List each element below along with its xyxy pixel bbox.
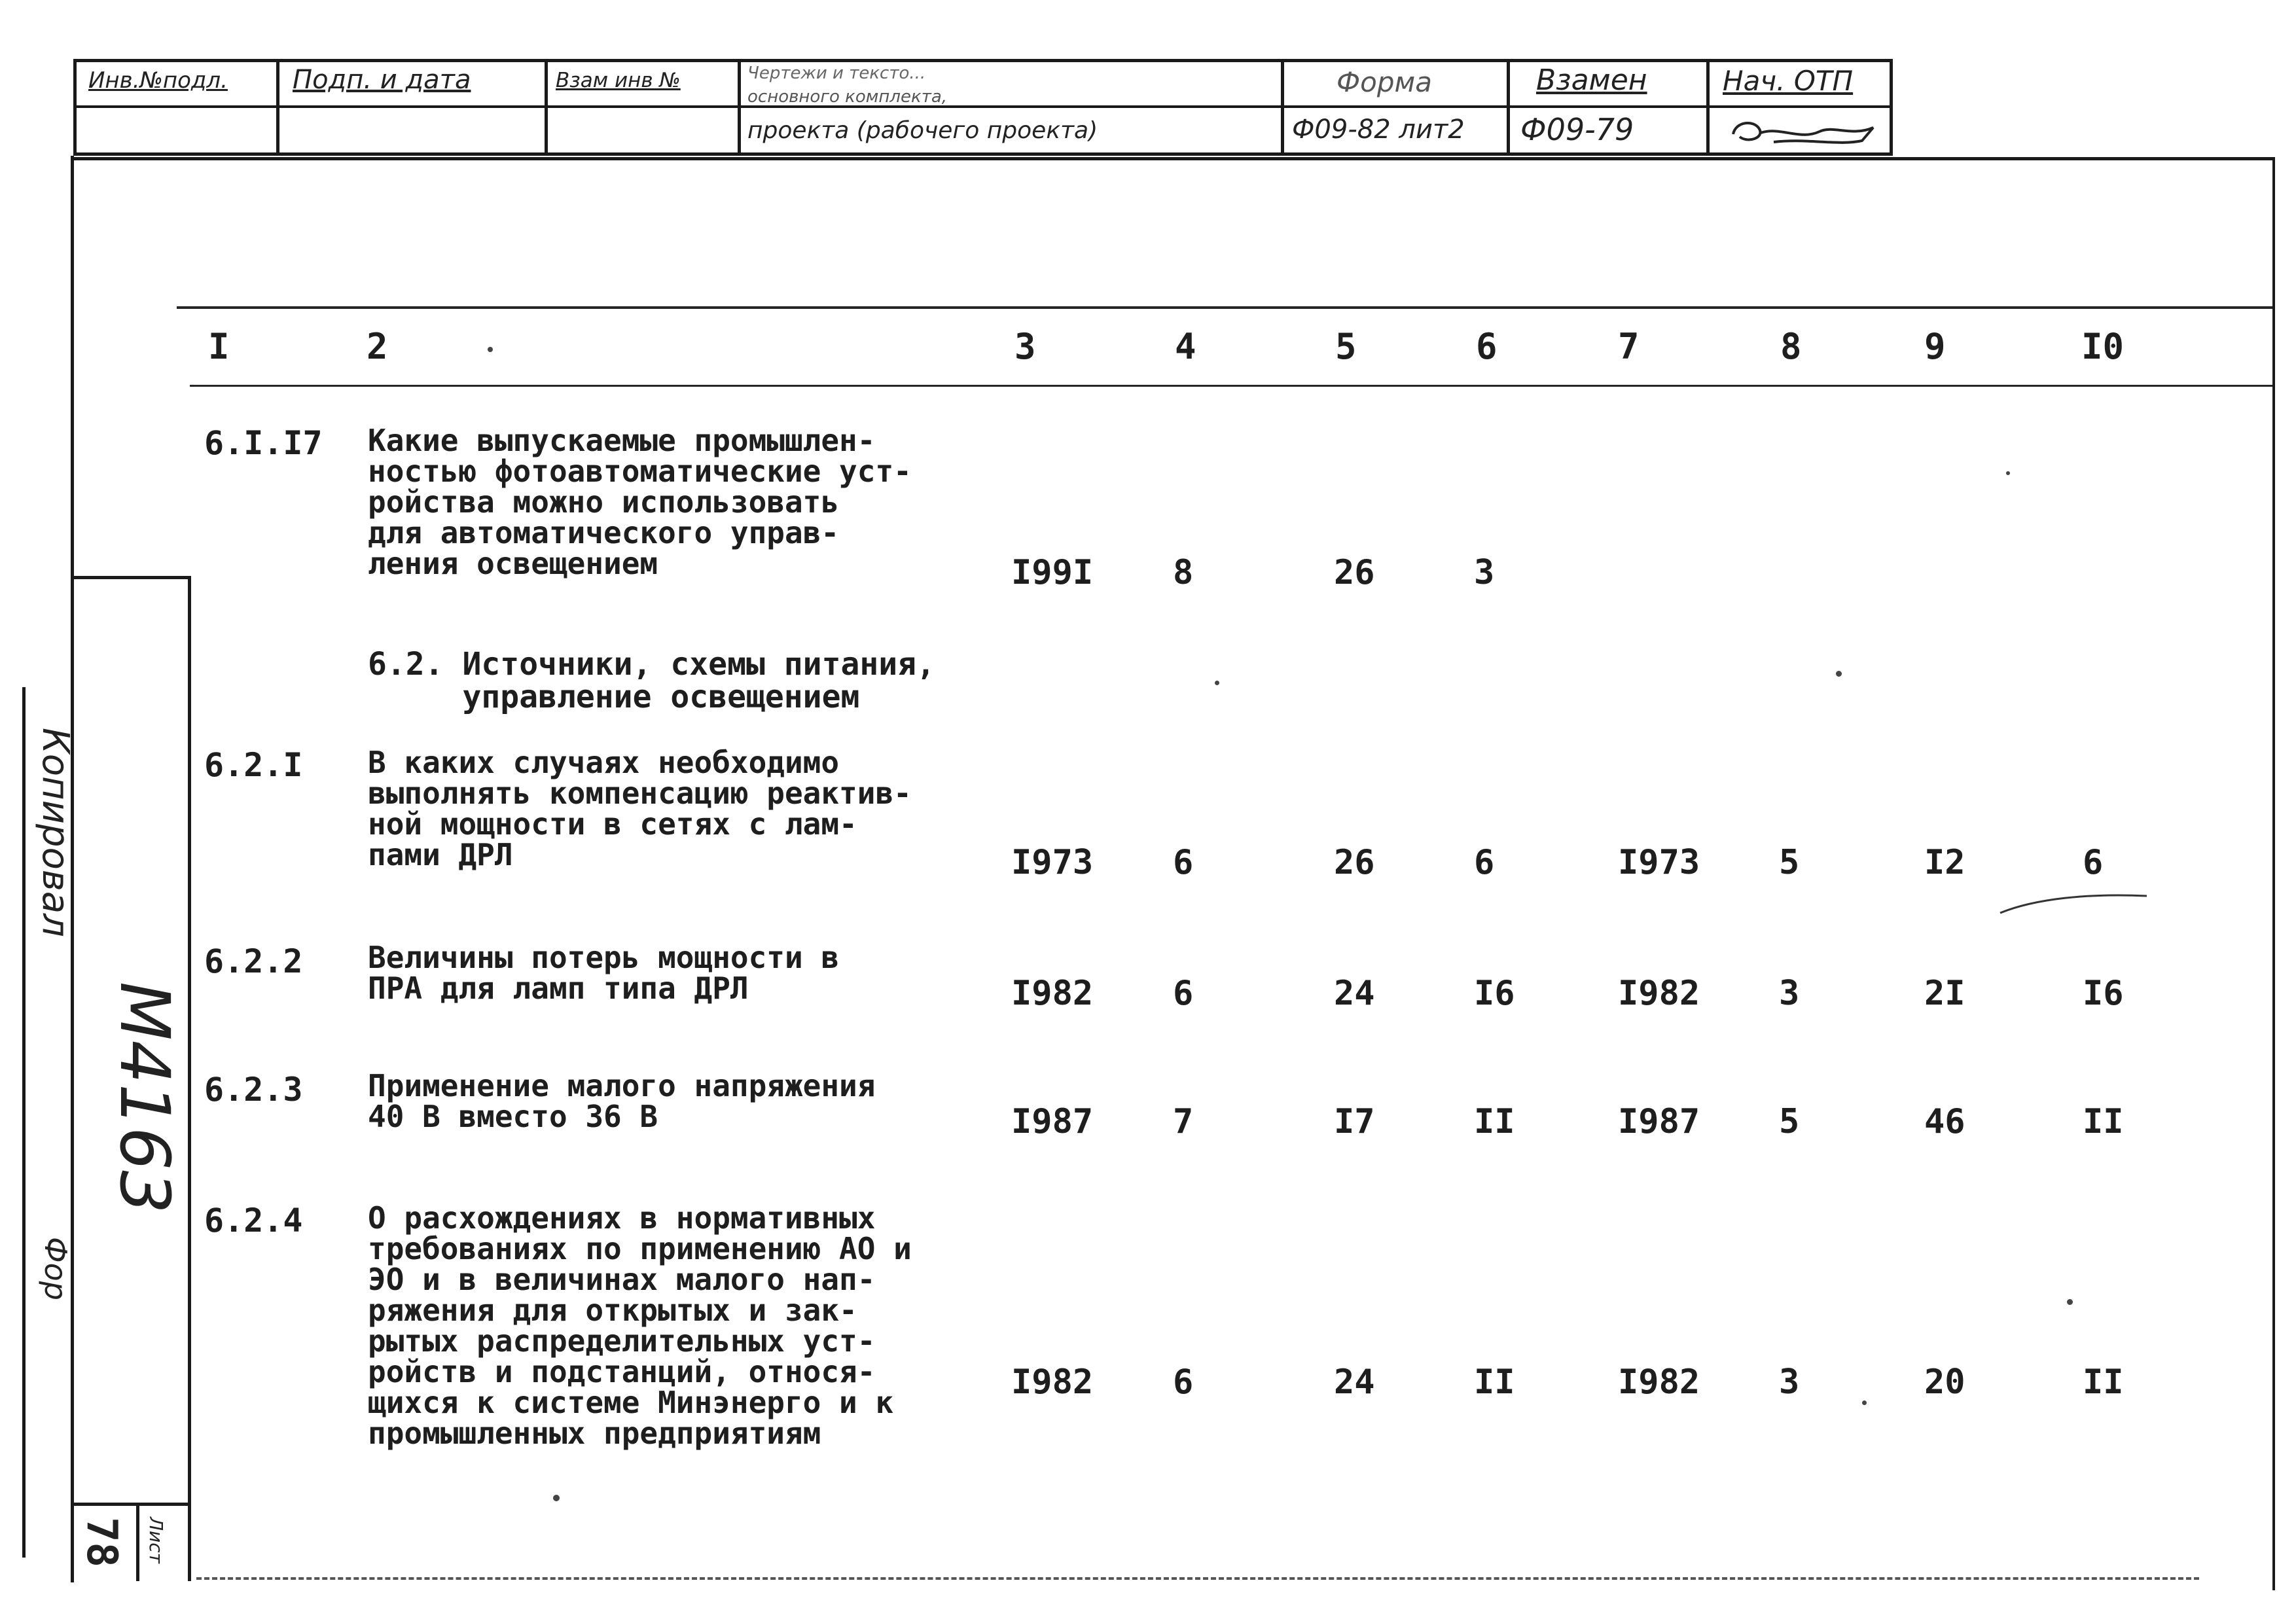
scan-speck [488, 347, 493, 352]
row-text-line: требованиях по применению АО и [368, 1231, 912, 1266]
table-top-rule [177, 306, 2272, 309]
row-text-line: Величины потерь мощности в [368, 940, 840, 975]
sheet-block-divider [136, 1506, 139, 1581]
cell-col-3: I982 [1011, 974, 1094, 1013]
section-heading-line: управление освещением [368, 679, 860, 715]
frame-right-line [2272, 157, 2275, 1590]
row-description [368, 1200, 912, 1451]
row-number: 6.2.2 [204, 942, 303, 980]
stamp-row-divider [77, 105, 1890, 108]
cell-col-5: 24 [1334, 974, 1375, 1013]
row-text-line: промышленных предприятиям [368, 1416, 821, 1451]
scan-speck [2006, 471, 2010, 475]
cell-col-6: 3 [1474, 553, 1495, 592]
sheet-number: 78 [77, 1517, 126, 1568]
row-text-line: В каких случаях необходимо [368, 745, 840, 780]
stamp-nach-label: Нач. ОТП [1723, 65, 1854, 97]
cell-col-9: 20 [1924, 1363, 1965, 1402]
cell-col-9: 46 [1924, 1102, 1965, 1141]
stamp-vzamen-value: Ф09-79 [1520, 112, 1634, 147]
cell-col-8: 3 [1779, 1363, 1800, 1402]
row-text-line: О расхождениях в нормативных [368, 1200, 876, 1236]
cell-col-4: 8 [1173, 553, 1194, 592]
cell-col-9: I2 [1924, 843, 1965, 882]
row-number: 6.2.3 [204, 1071, 303, 1109]
scan-speck [2067, 1299, 2073, 1305]
cell-col-7: I973 [1618, 843, 1700, 882]
header-col-7: 7 [1618, 326, 1640, 367]
section-heading [368, 648, 935, 713]
row-text-line: ления освещением [368, 546, 658, 581]
stamp-vzam-label: Взам инв № [556, 69, 681, 92]
cell-col-5: 26 [1334, 843, 1375, 882]
sheet-label: Лист [145, 1517, 167, 1563]
row-text-line: щихся к системе Минэнерго и к [368, 1385, 894, 1420]
title-stamp [73, 59, 1893, 156]
cell-col-7: I987 [1618, 1102, 1700, 1141]
cell-col-7: I982 [1618, 974, 1700, 1013]
frame-top-line [73, 157, 2272, 160]
cell-col-3: I987 [1011, 1102, 1094, 1141]
cell-col-9: 2I [1924, 974, 1965, 1013]
row-number: 6.2.I [204, 746, 303, 784]
row-text-line: для автоматического управ- [368, 515, 840, 550]
scan-speck [1836, 671, 1842, 677]
stamp-forma-label: Форма [1336, 66, 1432, 98]
cell-col-7: I982 [1618, 1363, 1700, 1402]
header-col-8: 8 [1780, 326, 1802, 367]
row-description [368, 747, 912, 870]
row-description [368, 425, 912, 579]
cell-col-5: I7 [1334, 1102, 1375, 1141]
stamp-vzamen-label: Взамен [1536, 63, 1647, 97]
document-number: М4163 [105, 982, 185, 1214]
cell-col-4: 7 [1173, 1102, 1194, 1141]
row-text-line: ройств и подстанций, относя- [368, 1354, 876, 1389]
scan-speck [553, 1495, 560, 1501]
frame-outer-line [22, 687, 26, 1558]
cell-col-6: II [1474, 1363, 1515, 1402]
cell-col-6: II [1474, 1102, 1515, 1141]
row-text-line: Применение малого напряжения [368, 1068, 876, 1103]
row-description [368, 1068, 876, 1134]
row-text-line: ЭО и в величинах малого нап- [368, 1262, 876, 1297]
row-text-line: ройства можно использовать [368, 484, 840, 520]
cell-col-6: I6 [1474, 974, 1515, 1013]
copied-label: Копировал [34, 728, 77, 937]
cell-col-10: I6 [2083, 974, 2124, 1013]
cell-col-8: 5 [1779, 843, 1800, 882]
row-text-line: пами ДРЛ [368, 837, 513, 872]
row-text-line: выполнять компенсацию реактив- [368, 776, 912, 811]
cell-col-3: I973 [1011, 843, 1094, 882]
cell-col-3: I99I [1011, 553, 1094, 592]
row-number: 6.I.I7 [204, 424, 323, 462]
stamp-forma-value: Ф09-82 лит2 [1292, 115, 1465, 145]
row-text-line: Какие выпускаемые промышлен- [368, 423, 876, 458]
cell-col-8: 3 [1779, 974, 1800, 1013]
cell-col-10: 6 [2083, 843, 2104, 882]
cell-col-4: 6 [1173, 843, 1194, 882]
cell-col-4: 6 [1173, 1363, 1194, 1402]
row-text-line: рытых распределительных уст- [368, 1323, 876, 1359]
header-col-3: 3 [1014, 326, 1036, 367]
row-description [368, 942, 839, 1004]
scan-speck [1215, 681, 1219, 685]
header-col-10: I0 [2081, 326, 2125, 367]
cell-col-5: 24 [1334, 1363, 1375, 1402]
header-col-1: I [208, 326, 230, 367]
header-col-4: 4 [1175, 326, 1196, 367]
row-text-line: ной мощности в сетях с лам- [368, 806, 857, 842]
cell-col-10: II [2083, 1363, 2124, 1402]
row-text-line: ряжения для открытых и зак- [368, 1293, 857, 1328]
cell-col-5: 26 [1334, 553, 1375, 592]
cell-col-4: 6 [1173, 974, 1194, 1013]
scan-speck [1862, 1400, 1867, 1405]
cell-col-8: 5 [1779, 1102, 1800, 1141]
table-header-rule [190, 385, 2272, 387]
bottom-edge-line [196, 1577, 2199, 1580]
stamp-drawings-line2: основного комплекта, [747, 87, 948, 107]
format-label: Фор [38, 1237, 73, 1300]
signature-icon [1728, 115, 1878, 150]
stamp-drawings-line1: Чертежи и тексто... [747, 63, 926, 83]
pen-stroke-mark [1996, 887, 2153, 919]
header-col-6: 6 [1476, 326, 1498, 367]
stamp-inv-label: Инв.№подл. [88, 67, 228, 94]
header-col-5: 5 [1335, 326, 1357, 367]
cell-col-3: I982 [1011, 1363, 1094, 1402]
section-heading-line: 6.2. Источники, схемы питания, [368, 646, 935, 683]
stamp-drawings-line3: проекта (рабочего проекта) [747, 117, 1098, 144]
header-col-9: 9 [1924, 326, 1946, 367]
row-text-line: ностью фотоавтоматические уст- [368, 454, 912, 489]
cell-col-6: 6 [1474, 843, 1495, 882]
header-col-2: 2 [367, 326, 388, 367]
row-number: 6.2.4 [204, 1202, 303, 1240]
stamp-sign-label: Подп. и дата [293, 65, 471, 95]
row-text-line: 40 В вместо 36 В [368, 1099, 658, 1134]
row-text-line: ПРА для ламп типа ДРЛ [368, 971, 749, 1006]
cell-col-10: II [2083, 1102, 2124, 1141]
